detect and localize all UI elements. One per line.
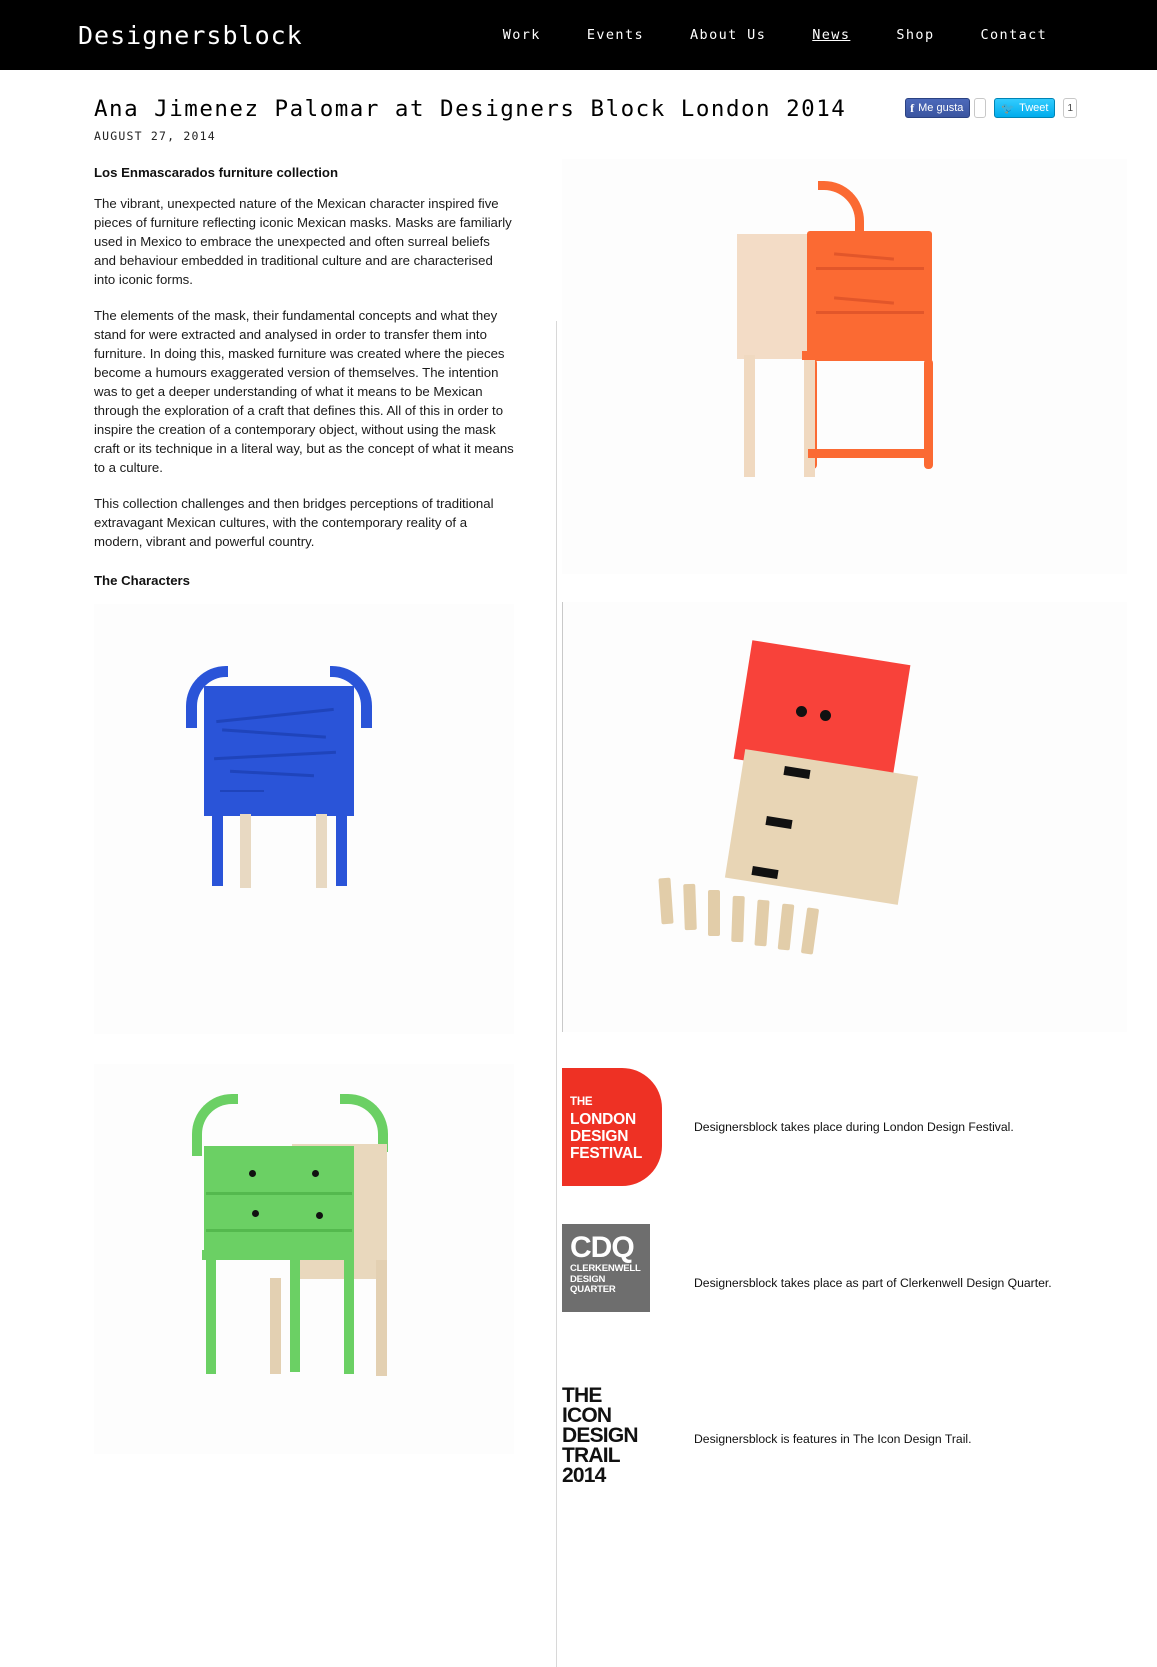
twitter-tweet-button[interactable]: [994, 98, 1055, 118]
site-header: [0, 0, 1157, 70]
idt-line-3: DESIGN: [562, 1424, 638, 1447]
twitter-tweet-label: Tweet: [1019, 102, 1049, 114]
nav-item-work[interactable]: Work: [502, 27, 541, 43]
idt-line-1: THE: [562, 1384, 602, 1407]
red-mask-dresser-image: [562, 602, 1127, 1032]
cdq-mark: CDQ: [570, 1231, 634, 1264]
green-dresser-image: [94, 1064, 514, 1454]
partner-logos-list: [562, 1068, 1127, 1498]
ldf-line-4: FESTIVAL: [570, 1145, 643, 1162]
social-share-bar: [905, 98, 1077, 118]
post-header: [0, 70, 1157, 143]
cdq-line-1: CLERKENWELL: [570, 1263, 641, 1274]
post-date: AUGUST 27, 2014: [94, 129, 216, 143]
idt-line-4: TRAIL: [562, 1444, 620, 1467]
nav-item-about-us[interactable]: About Us: [690, 27, 767, 43]
clerkenwell-design-quarter-logo[interactable]: [562, 1224, 662, 1342]
nav-item-events[interactable]: Events: [586, 27, 645, 43]
facebook-like-count: [974, 98, 986, 118]
idt-line-5: 2014: [562, 1464, 606, 1487]
partner-text-icon-design-trail: Designersblock is features in The Icon Design Trail.: [694, 1432, 972, 1446]
twitter-bird-icon: 🐦: [1001, 102, 1016, 115]
post-body: [0, 143, 1157, 1536]
cdq-line-3: QUARTER: [570, 1284, 616, 1295]
column-divider: [556, 321, 557, 1667]
partner-item-london-design-festival: [562, 1068, 1127, 1186]
ldf-line-3: DESIGN: [570, 1128, 629, 1145]
nav-item-news[interactable]: News: [812, 27, 851, 43]
site-logo[interactable]: Designersblock: [78, 20, 303, 50]
article-paragraph-1: The vibrant, unexpected nature of the Mexican character inspired five pieces of furniture reflecting iconic Mexican masks. Masks are familiarly used in Mexico to embrace the unexpected and often surreal beliefs and behaviour embedded in traditional culture and are characterised into iconic forms.: [94, 196, 512, 287]
article-subheading: The Characters: [94, 573, 191, 588]
icon-design-trail-logo[interactable]: [562, 1380, 662, 1498]
ldf-line-1: THE: [570, 1096, 593, 1108]
page-title: Ana Jimenez Palomar at Designers Block London 2014: [94, 96, 847, 122]
left-column: [0, 165, 522, 1536]
main-navigation: [503, 27, 1047, 43]
orange-dresser-image: [562, 159, 1127, 574]
partner-item-icon-design-trail: [562, 1380, 1127, 1498]
cdq-line-2: DESIGN: [570, 1273, 606, 1285]
idt-line-2: ICON: [562, 1404, 612, 1427]
twitter-tweet-count: 1: [1063, 98, 1077, 118]
london-design-festival-logo[interactable]: [562, 1068, 662, 1186]
nav-item-shop[interactable]: Shop: [896, 27, 935, 43]
blue-cabinet-image: [94, 604, 514, 1034]
nav-item-contact[interactable]: Contact: [980, 27, 1048, 43]
right-column: [522, 165, 1157, 1536]
partner-item-clerkenwell-design-quarter: [562, 1224, 1127, 1342]
image-side-rule: [562, 602, 563, 1032]
facebook-like-label: Me gusta: [918, 102, 964, 114]
facebook-like-button[interactable]: [905, 98, 970, 118]
ldf-line-2: LONDON: [570, 1111, 636, 1128]
facebook-icon: f: [910, 100, 915, 115]
article-paragraph-3: This collection challenges and then bridges perceptions of traditional extravagant Mexican cultures, with the contemporary reality of a modern, vibrant and powerful country.: [94, 496, 494, 549]
article-heading: Los Enmascarados furniture collection: [94, 165, 339, 180]
article-paragraph-2: The elements of the mask, their fundamental concepts and what they stand for were extracted and analysed in order to transfer them into furniture. In doing this, masked furniture was created where the pieces become a humours exaggerated version of themselves. The intention was to get a deeper understanding of what it means to be Mexican through the exploration of a craft that defines this. All of this in order to inspire the creation of a contemporary object, without using the mask craft or its technique in a literal way, but as the concept of what it means to a culture.: [94, 308, 514, 475]
partner-text-london-design-festival: Designersblock takes place during London Design Festival.: [694, 1120, 1014, 1134]
partner-text-clerkenwell-design-quarter: Designersblock takes place as part of Clerkenwell Design Quarter.: [694, 1276, 1052, 1290]
